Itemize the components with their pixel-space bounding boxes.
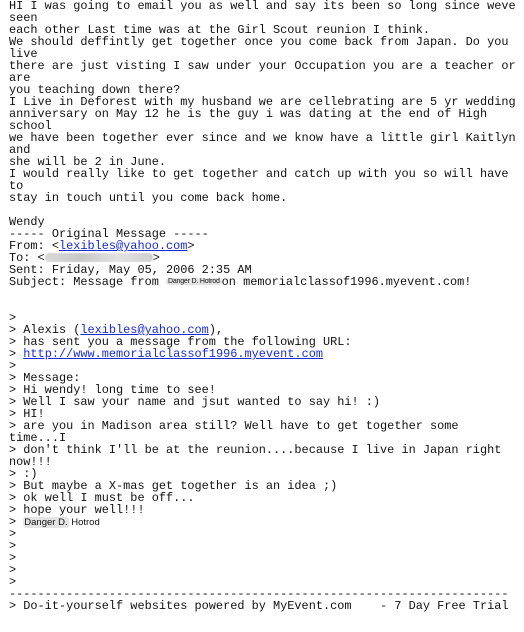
quoted-sender-line: > Alexis (lexibles@yahoo.com), bbox=[9, 323, 224, 337]
quoted-line: > Well I saw your name and jsut wanted to say hi! :) bbox=[9, 395, 381, 409]
event-site-link[interactable]: http://www.memorialclassof1996.myevent.com bbox=[23, 347, 323, 361]
sender-email-link[interactable]: lexibles@yahoo.com bbox=[80, 323, 209, 337]
quote-line: > bbox=[9, 539, 17, 553]
reply-line: anniversary on May 12 he is the guy i was dating at the end of High bbox=[9, 107, 488, 121]
quoted-line: > Hi wendy! long time to see! bbox=[9, 383, 216, 397]
quoted-signature-surname: Hotrod bbox=[68, 517, 100, 528]
quote-line: > bbox=[9, 527, 17, 541]
quote-line: > bbox=[9, 359, 17, 373]
quote-line: > bbox=[9, 551, 17, 565]
subject-line: Subject: Message from Danger D. Hotrod on memorialclassof1996.myevent.com! bbox=[9, 275, 472, 290]
reply-line: I would really like to get together and catch up with you so will have bbox=[9, 167, 509, 181]
footer-rule: ---------------------------------------------------------------------- bbox=[9, 588, 509, 600]
email-body bbox=[9, 0, 519, 612]
quote-line: > bbox=[9, 575, 17, 589]
quoted-line: > HI! bbox=[9, 407, 45, 421]
reply-line: seen bbox=[9, 11, 38, 25]
quoted-url-line: > http://www.memorialclassof1996.myevent.com bbox=[9, 347, 323, 361]
reply-line: she will be 2 in June. bbox=[9, 155, 166, 169]
from-line: From: <lexibles@yahoo.com> bbox=[9, 239, 195, 253]
reply-line: stay in touch until you come back home. bbox=[9, 191, 288, 205]
quoted-line: > ok well I must be off... bbox=[9, 491, 195, 505]
reply-line: we have been together ever since and we know have a little girl Kaitlyn bbox=[9, 131, 516, 145]
to-line: To: < > bbox=[9, 251, 160, 265]
quoted-line: > don't think I'll be at the reunion....because I live in Japan right bbox=[9, 443, 502, 457]
footer-text: > Do-it-yourself websites powered by MyEvent.com - 7 Day Free Trial bbox=[9, 599, 509, 613]
quoted-line: > :) bbox=[9, 467, 38, 481]
reply-line: I Live in Deforest with my husband we are cellebrating are 5 yr wedding bbox=[9, 95, 516, 109]
sent-line: Sent: Friday, May 05, 2006 2:35 AM bbox=[9, 263, 252, 277]
original-message-separator: ----- Original Message ----- bbox=[9, 227, 209, 241]
reply-line: school bbox=[9, 119, 52, 133]
quoted-signature-name: Danger D. bbox=[24, 517, 68, 528]
reply-line: each other Last time was at the Girl Scout reunion I think. bbox=[9, 23, 430, 37]
reply-line: HI I was going to email you as well and say its been so long since weve bbox=[9, 0, 516, 13]
quoted-line: > are you in Madison area still? Well have to get together some bbox=[9, 419, 459, 433]
from-email-link[interactable]: lexibles@yahoo.com bbox=[58, 239, 188, 253]
reply-signature: Wendy bbox=[9, 215, 45, 229]
reply-line: and bbox=[9, 143, 31, 157]
quote-line: > bbox=[9, 311, 17, 325]
quoted-sent-via-line: > has sent you a message from the following URL: bbox=[9, 335, 352, 349]
reply-line: We should deffintly get together once you come back from Japan. Do you bbox=[9, 35, 509, 49]
quoted-message-label: > Message: bbox=[9, 371, 81, 385]
reply-line: live bbox=[9, 47, 38, 61]
reply-line: there are just visting I saw under your Occupation you are a teacher or bbox=[9, 59, 516, 73]
quoted-line: now!!! bbox=[9, 455, 52, 469]
reply-line: to bbox=[9, 179, 24, 193]
redacted-email-image bbox=[45, 253, 153, 262]
quoted-line: > hope your well!!! bbox=[9, 503, 145, 517]
reply-line: you teaching down there? bbox=[9, 83, 181, 97]
quoted-line: time...I bbox=[9, 431, 67, 445]
quoted-signature-line: > Danger D. Hotrod bbox=[9, 515, 100, 529]
quote-line: > bbox=[9, 563, 17, 577]
subject-redacted-name: Danger D. Hotrod bbox=[167, 278, 220, 285]
reply-line: are bbox=[9, 71, 31, 85]
quoted-line: > But maybe a X-mas get together is an idea ;) bbox=[9, 479, 338, 493]
